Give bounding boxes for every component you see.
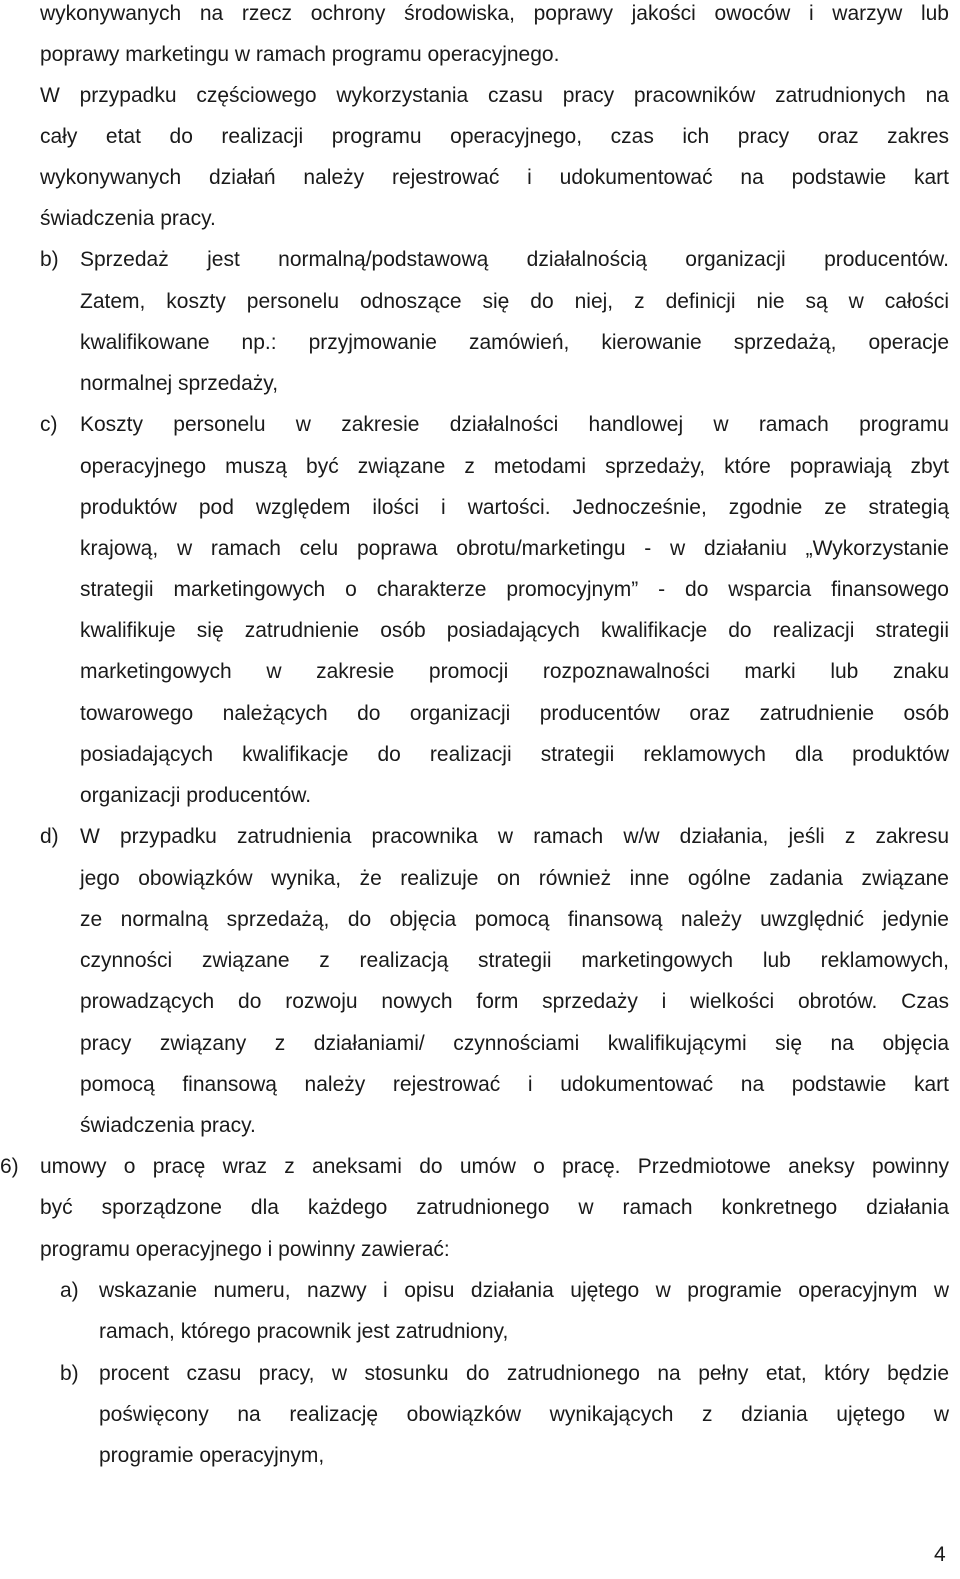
text-line: umowy o pracę wraz z aneksami do umów o pracę. Przedmiotowe aneksy powinny	[40, 1155, 949, 1178]
text-line: posiadających kwalifikacje do realizacji strategii reklamowych dla produktów	[80, 743, 949, 766]
text-line: krajową, w ramach celu poprawa obrotu/marketingu - w działaniu „Wykorzystanie	[80, 537, 949, 560]
list-label: b)	[60, 1362, 79, 1385]
list-label: 6)	[0, 1155, 19, 1178]
text-line: procent czasu pracy, w stosunku do zatrudnionego na pełny etat, który będzie	[99, 1362, 949, 1385]
text-line: Sprzedaż jest normalną/podstawową działalnością organizacji producentów.	[80, 248, 949, 271]
text-line: pomocą finansową należy rejestrować i udokumentować na podstawie kart	[80, 1073, 949, 1096]
text-line: normalnej sprzedaży,	[80, 372, 279, 395]
text-line: być sporządzone dla każdego zatrudnionego w ramach konkretnego działania	[40, 1196, 949, 1219]
text-line: kwalifikowane np.: przyjmowanie zamówień, kierowanie sprzedażą, operacje	[80, 331, 949, 354]
text-line: cały etat do realizacji programu operacyjnego, czas ich pracy oraz zakres	[40, 125, 949, 148]
list-label: d)	[40, 825, 59, 848]
text-line: pracy związany z działaniami/ czynnościami kwalifikującymi się na objęcia	[80, 1032, 949, 1055]
text-line: poświęcony na realizację obowiązków wynikających z dziania ujętego w	[99, 1403, 949, 1426]
text-line: programu operacyjnego i powinny zawierać:	[40, 1238, 450, 1261]
text-line: Koszty personelu w zakresie działalności handlowej w ramach programu	[80, 413, 949, 436]
list-label: a)	[60, 1279, 79, 1302]
text-line: świadczenia pracy.	[80, 1114, 256, 1137]
text-line: organizacji producentów.	[80, 784, 312, 807]
text-line: wykonywanych na rzecz ochrony środowiska, poprawy jakości owoców i warzyw lub	[40, 2, 949, 25]
text-line: ze normalną sprzedażą, do objęcia pomocą finansową należy uwzględnić jedynie	[80, 908, 949, 931]
text-line: W przypadku zatrudnienia pracownika w ramach w/w działania, jeśli z zakresu	[80, 825, 949, 848]
text-line: kwalifikuje się zatrudnienie osób posiadających kwalifikacje do realizacji strategii	[80, 619, 949, 642]
text-line: poprawy marketingu w ramach programu operacyjnego.	[40, 43, 560, 66]
text-line: Zatem, koszty personelu odnoszące się do niej, z definicji nie są w całości	[80, 290, 949, 313]
text-line: świadczenia pracy.	[40, 207, 216, 230]
text-line: prowadzących do rozwoju nowych form sprzedaży i wielkości obrotów. Czas	[80, 990, 949, 1013]
text-line: marketingowych w zakresie promocji rozpoznawalności marki lub znaku	[80, 660, 949, 683]
text-line: strategii marketingowych o charakterze promocyjnym” - do wsparcia finansowego	[80, 578, 949, 601]
page-number: 4	[934, 1543, 946, 1566]
text-line: operacyjnego muszą być związane z metodami sprzedaży, które poprawiają zbyt	[80, 455, 949, 478]
text-line: W przypadku częściowego wykorzystania czasu pracy pracowników zatrudnionych na	[40, 84, 949, 107]
list-label: c)	[40, 413, 58, 436]
text-line: jego obowiązków wynika, że realizuje on również inne ogólne zadania związane	[80, 867, 949, 890]
text-line: ramach, którego pracownik jest zatrudniony,	[99, 1320, 509, 1343]
list-label: b)	[40, 248, 59, 271]
text-line: wykonywanych działań należy rejestrować i udokumentować na podstawie kart	[40, 166, 949, 189]
text-line: produktów pod względem ilości i wartości. Jednocześnie, zgodnie ze strategią	[80, 496, 949, 519]
text-line: programie operacyjnym,	[99, 1444, 325, 1467]
text-line: czynności związane z realizacją strategii marketingowych lub reklamowych,	[80, 949, 949, 972]
text-line: wskazanie numeru, nazwy i opisu działania ujętego w programie operacyjnym w	[99, 1279, 949, 1302]
text-line: towarowego należących do organizacji producentów oraz zatrudnienie osób	[80, 702, 949, 725]
